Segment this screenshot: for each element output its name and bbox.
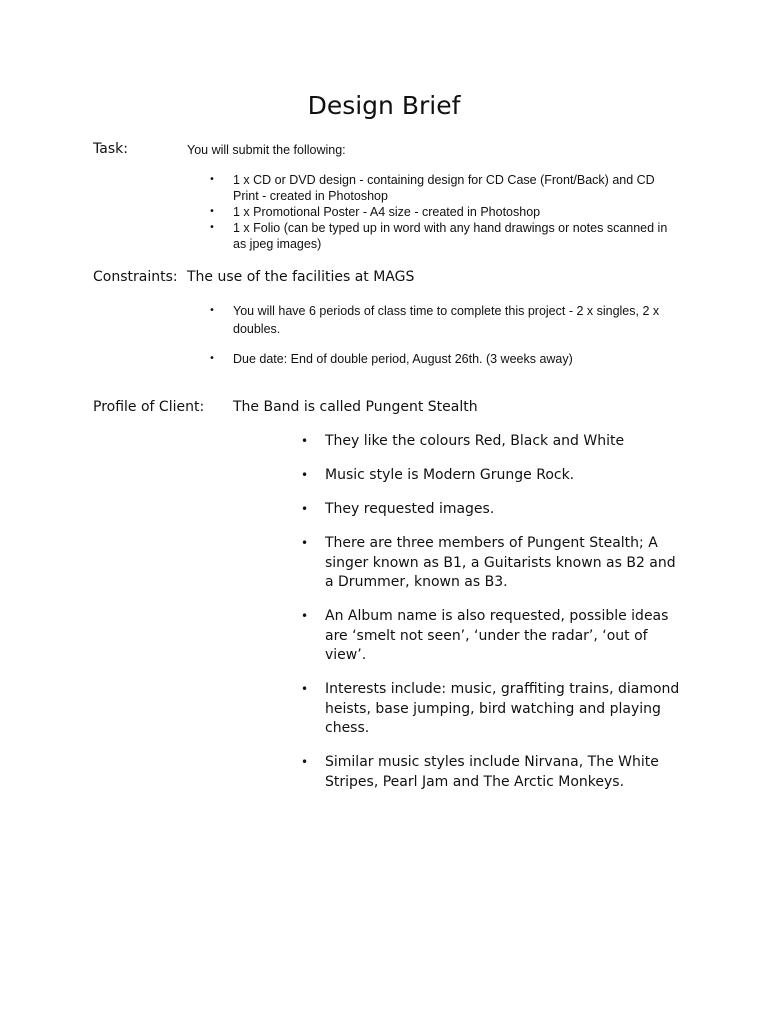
list-item: • They requested images.	[325, 500, 685, 520]
list-item: • An Album name is also requested, possible ideas are ‘smelt not seen’, ‘under the radar’, ‘out of view’.	[301, 608, 669, 663]
bullet-icon: •	[209, 222, 215, 233]
bullet-icon: •	[301, 434, 309, 448]
constraints-lead: The use of the facilities at MAGS	[187, 269, 415, 285]
bullet-icon: •	[301, 536, 309, 550]
bullet-icon: •	[301, 609, 309, 623]
client-lead: The Band is called Pungent Stealth	[233, 399, 478, 415]
bullet-icon: •	[209, 206, 215, 217]
bullet-icon: •	[301, 755, 309, 769]
client-list	[301, 432, 685, 807]
bullet-icon: •	[301, 468, 309, 482]
constraints-list	[209, 302, 683, 380]
list-item: • 1 x CD or DVD design - containing design for CD Case (Front/Back) and CD Print - created in Photoshop	[209, 173, 655, 203]
list-item: • You will have 6 periods of class time to complete this project - 2 x singles, 2 x doubles.	[209, 304, 660, 336]
list-item: • Similar music styles include Nirvana, The White Stripes, Pearl Jam and The Arctic Monkeys.	[301, 754, 659, 790]
task-list	[209, 172, 683, 252]
list-item: • They like the colours Red, Black and White	[325, 432, 685, 452]
bullet-icon: •	[209, 353, 215, 364]
task-lead: You will submit the following:	[187, 143, 346, 157]
bullet-icon: •	[209, 305, 215, 316]
constraints-label: Constraints:	[93, 269, 178, 285]
list-item: • Due date: End of double period, August 26th. (3 weeks away)	[209, 352, 573, 366]
bullet-icon: •	[301, 682, 309, 696]
list-item: • 1 x Folio (can be typed up in word with any hand drawings or notes scanned in as jpeg images)	[209, 221, 668, 251]
list-item: • Music style is Modern Grunge Rock.	[325, 466, 685, 486]
list-item: • Interests include: music, graffiting trains, diamond heists, base jumping, bird watching and playing chess.	[301, 681, 680, 736]
client-label: Profile of Client:	[93, 399, 205, 415]
bullet-icon: •	[209, 174, 215, 185]
list-item: • There are three members of Pungent Stealth; A singer known as B1, a Guitarists known as B2 and a Drummer, known as B3.	[301, 535, 676, 590]
list-item: • 1 x Promotional Poster - A4 size - created in Photoshop	[209, 205, 541, 219]
task-label: Task:	[93, 141, 128, 157]
bullet-icon: •	[301, 502, 309, 516]
page-title: Design Brief	[307, 91, 461, 120]
